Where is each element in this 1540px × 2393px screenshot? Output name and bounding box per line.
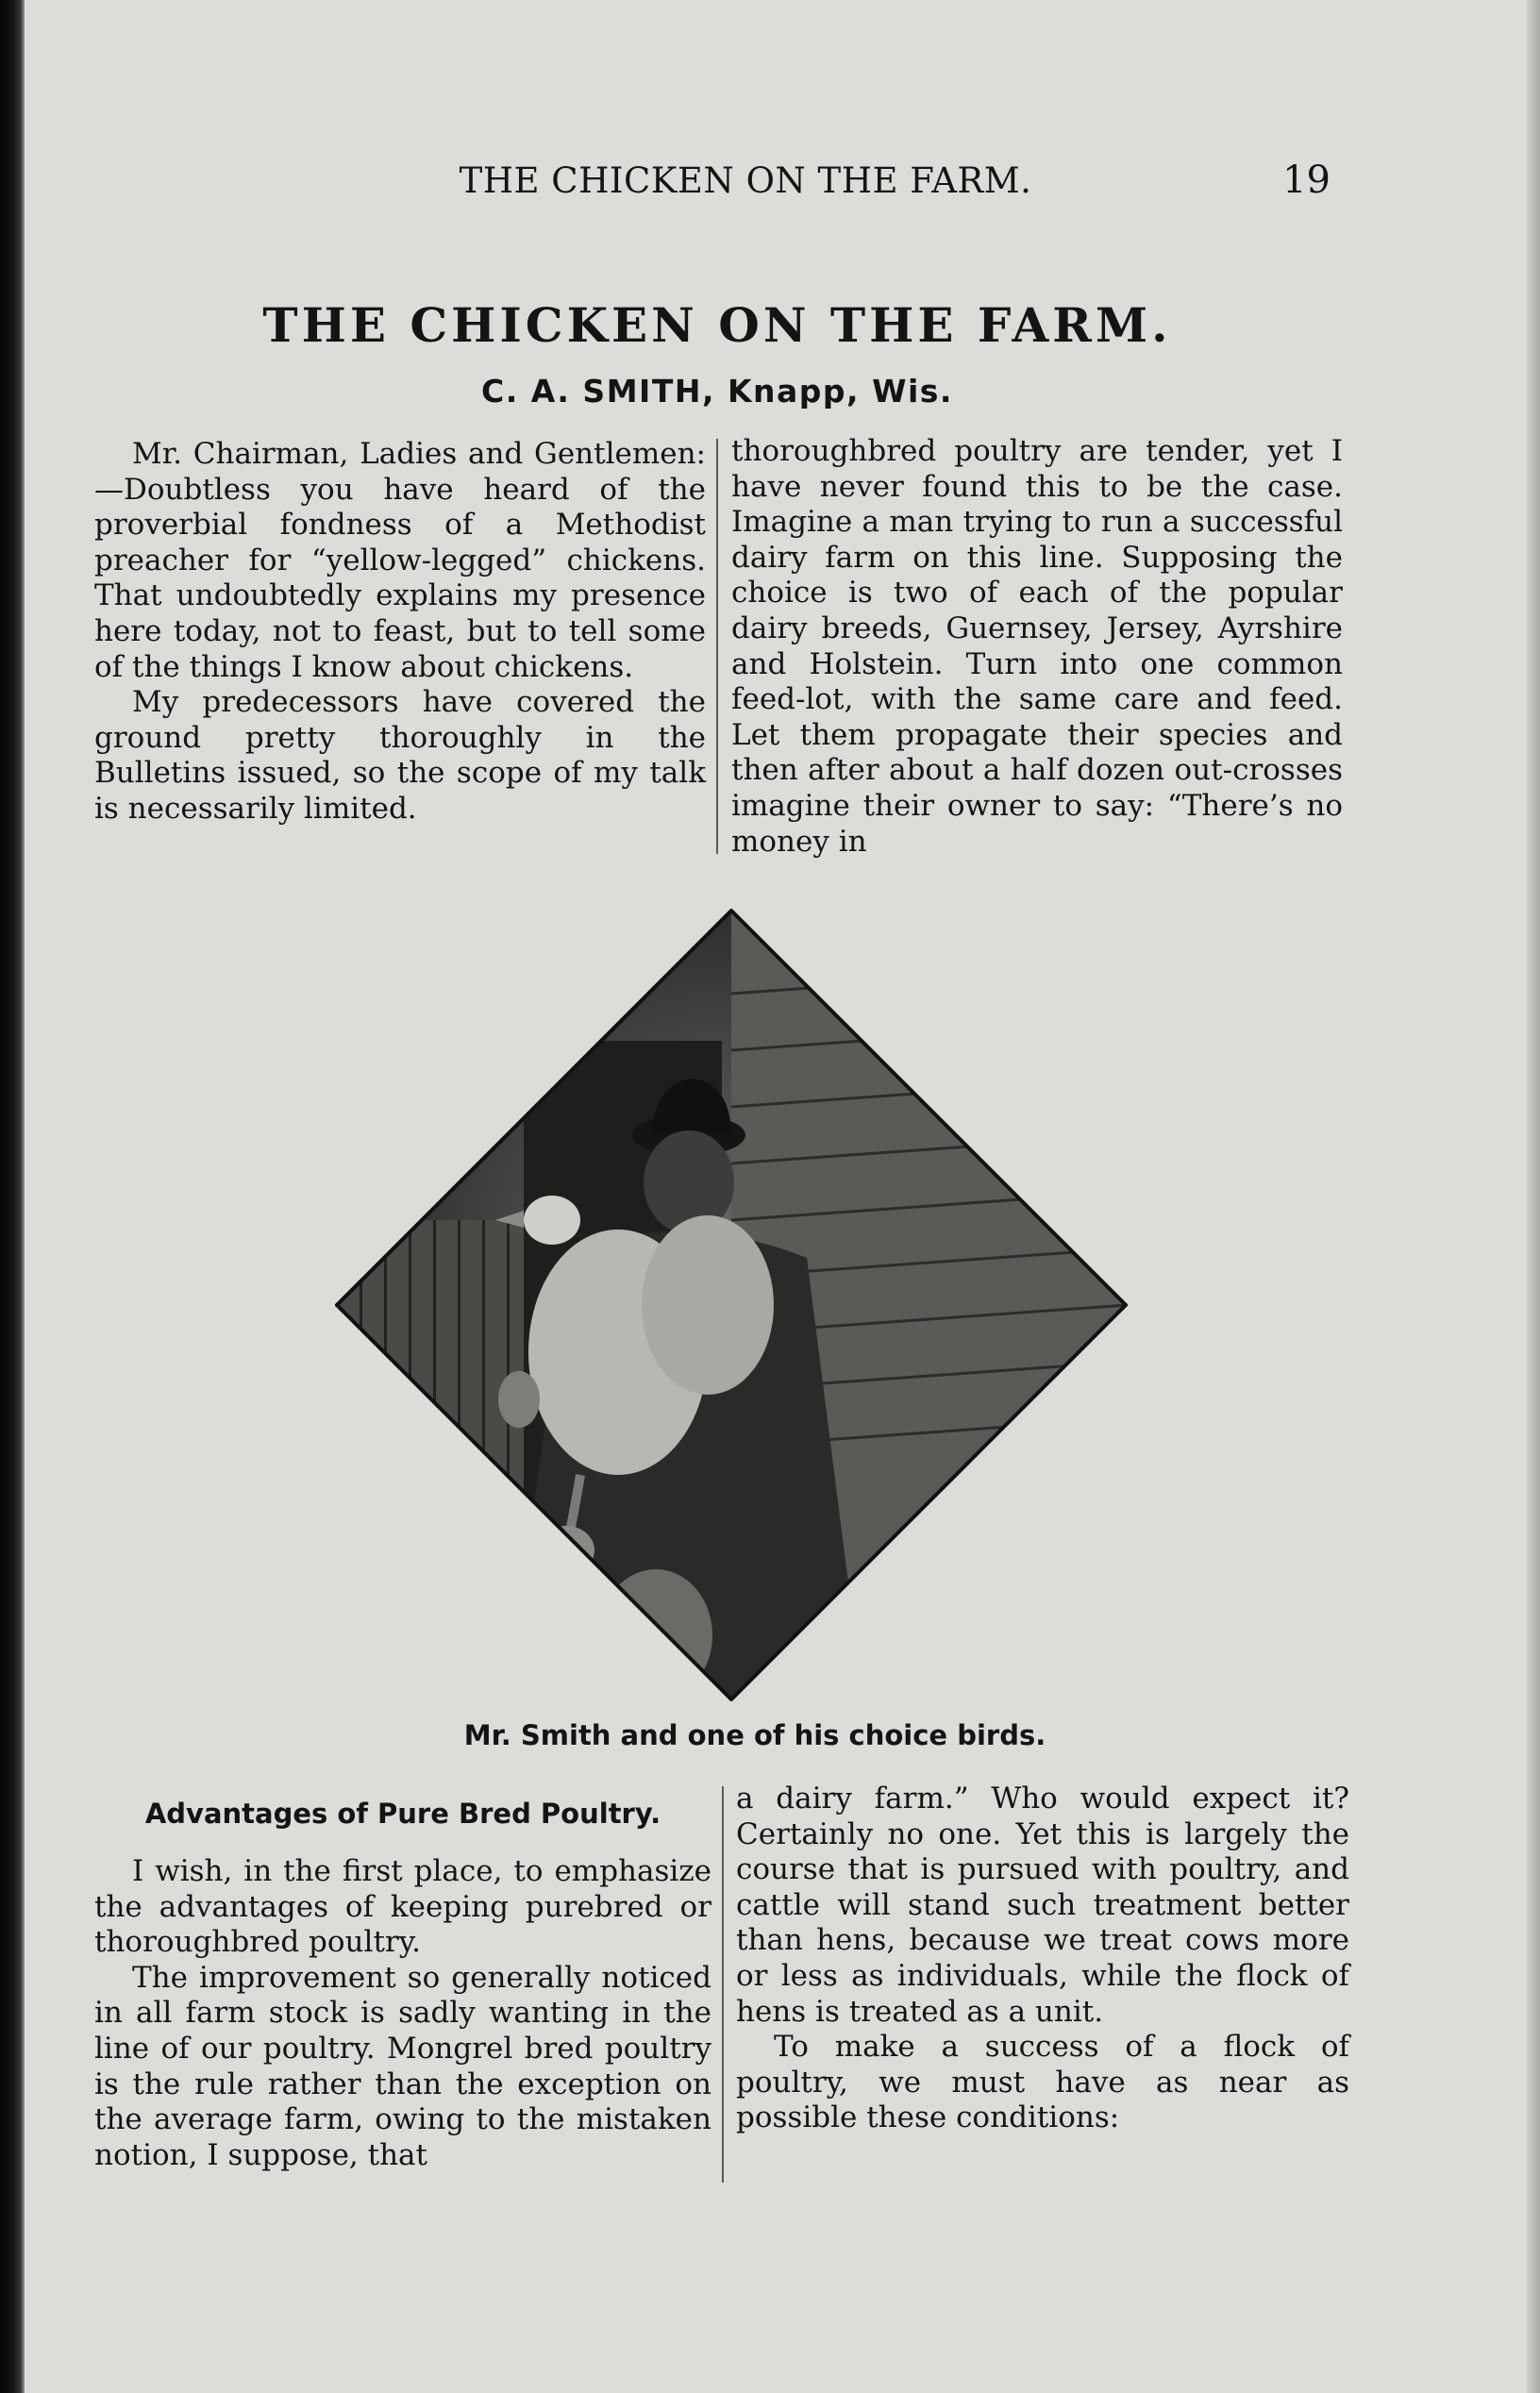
article-title: THE CHICKEN ON THE FARM. (262, 297, 1172, 353)
section-paragraph-continued: a dairy farm.” Who would expect it? Certainly no one. Yet this is largely the course that is pursued with poultry, and cattle will stand such treatment better than hens, because we treat cows more or less as individuals, while the flock of hens is treated as a unit. (736, 1782, 1349, 2029)
section-column-left (94, 1854, 711, 2173)
running-head: THE CHICKEN ON THE FARM. (459, 160, 1032, 201)
photo-caption: Mr. Smith and one of his choice birds. (463, 1719, 1046, 1751)
section-paragraph-3: To make a success of a flock of poultry, we must have as near as possible these conditions: (736, 2030, 1349, 2135)
section-column-right (736, 1782, 1349, 2136)
diamond-photo (335, 909, 1128, 1701)
article-byline: C. A. SMITH, Knapp, Wis. (481, 373, 953, 410)
intro-column-right (731, 434, 1343, 860)
intro-paragraph-1: Mr. Chairman, Ladies and Gentlemen:—Doubtless you have heard of the proverbial fondness of a Methodist preacher for “yellow-legged” chickens. That undoubtedly explains my presence here today, not to feast, but to tell some of the things I know about chickens. (94, 437, 706, 684)
section-heading: Advantages of Pure Bred Poultry. (144, 1798, 661, 1830)
section-paragraph-2: The improvement so generally noticed in all farm stock is sadly wanting in the line of our poultry. Mongrel bred poultry is the rule rather than the exception on the average farm, owing to the mistaken notion, I suppose, that (94, 1960, 711, 2172)
trouser-leg (599, 1569, 712, 1701)
column-divider-top (716, 439, 718, 854)
intro-paragraph-continued: thoroughbred poultry are tender, yet I have never found this to be the case. Imagine a man trying to run a successful dairy farm on this line. Supposing the choice is two of each of the popular dairy breeds, Guernsey, Jersey, Ayrshire and Holstein. Turn into one common feed-lot, with the same care and feed. Let them propagate their species and then after about a half dozen out-crosses imagine their owner to say: “There’s no money in (731, 434, 1343, 859)
column-divider-bottom (722, 1786, 724, 2183)
shed-wall (335, 1220, 524, 1560)
page-number: 19 (1282, 159, 1331, 202)
page-edge-shadow (1527, 0, 1540, 2393)
intro-column-left (94, 437, 706, 828)
intro-paragraph-2: My predecessors have covered the ground pretty thoroughly in the Bulletins issued, so the scope of my talk is necessarily limited. (94, 685, 706, 826)
section-paragraph-1: I wish, in the first place, to emphasize the advantages of keeping purebred or thoroughbred poultry. (94, 1854, 711, 1960)
binding-edge (0, 0, 25, 2393)
